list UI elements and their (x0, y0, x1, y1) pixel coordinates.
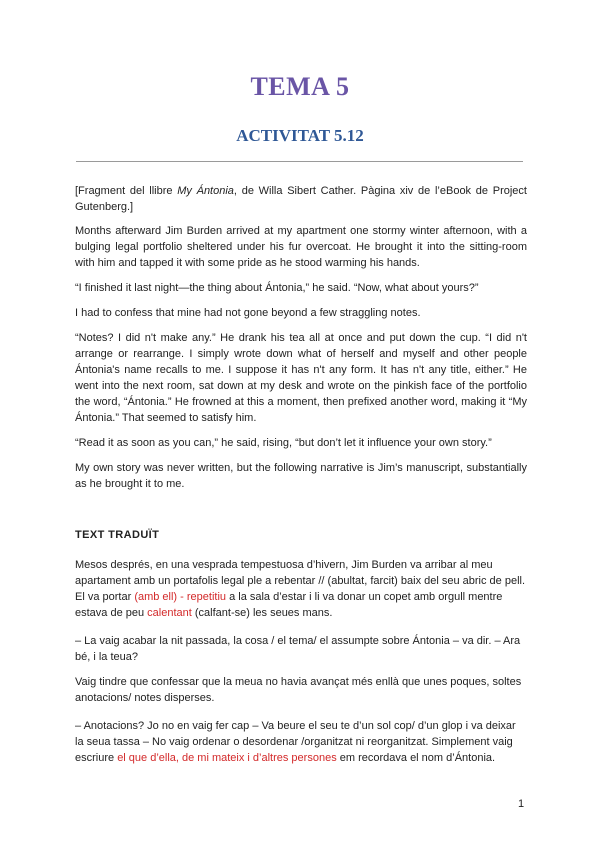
translation-paragraph (75, 718, 527, 766)
source-prefix: [Fragment del llibre (75, 185, 178, 197)
source-citation (75, 183, 527, 215)
translation-paragraph: Vaig tindre que confessar que la meua no havia avançat més enllà que unes poques, soltes anotacions/ notes disperses. (75, 676, 522, 704)
text-span: a la sala d’estar i li va donar un copet amb orgull mentre estava de peu (75, 591, 503, 619)
translation-paragraph: – La vaig acabar la nit passada, la cosa / el tema/ el assumpte sobre Ántonia – va dir. – Ara bé, i la teua? (75, 635, 521, 663)
highlighted-note: calentant (147, 607, 192, 619)
english-paragraph: Months afterward Jim Burden arrived at my apartment one stormy winter afternoon, with a bulging legal portfolio sheltered under his fur overcoat. He brought it into the sitting-room with him and tapped it with some pride as he stood warming his hands. (75, 225, 527, 269)
english-paragraph: “Read it as soon as you can,” he said, rising, “but don’t let it influence your own story.” (75, 437, 492, 449)
activity-subtitle: ACTIVITAT 5.12 (236, 126, 364, 145)
text-span: Mesos després, en una vesprada tempestuosa d’hivern, Jim Burden va arribar al meu apartament amb un portafolis legal ple a rebentar // (abultat, farcit) baix del seu abric de pell. El va portar (75, 559, 526, 603)
section-heading: TEXT TRADUÏT (75, 529, 160, 541)
text-span: em recordava el nom d’Ántonia. (336, 752, 496, 764)
page-title: TEMA 5 (250, 72, 350, 101)
horizontal-divider (76, 161, 523, 162)
english-paragraph: “Notes? I did n't make any.” He drank his tea all at once and put down the cup. “I did n't arrange or rearrange. I simply wrote down what of herself and myself and other people Ántonia's name recalls to me. I suppose it has n't any form. It has n't any title, either.” He went into the next room, sat down at my desk and wrote on the pinkish face of the portfolio the word, “Ántonia.” He frowned at this a moment, then prefixed another word, making it “My Ántonia.” That seemed to satisfy him. (75, 332, 527, 424)
highlighted-note: (amb ell) - repetitiu (134, 591, 227, 603)
translation-paragraph (75, 557, 527, 621)
book-title: My Ántonia (177, 185, 234, 197)
page-number: 1 (518, 798, 525, 810)
source-suffix: , de Willa Sibert Cather. Pàgina xiv de l’eBook de Project Gutenberg.] (75, 185, 527, 213)
english-paragraph: My own story was never written, but the following narrative is Jim’s manuscript, substantially as he brought it to me. (75, 462, 527, 490)
english-paragraph: I had to confess that mine had not gone beyond a few straggling notes. (75, 307, 421, 319)
text-span: – Anotacions? Jo no en vaig fer cap – Va beure el seu te d’un sol cop/ d’un glop i va deixar la seua tassa – No vaig ordenar o desordenar /organitzat ni reorganitzat. Simplement vaig escriure (75, 720, 516, 764)
english-paragraph: “I finished it last night—the thing about Ántonia,” he said. “Now, what about yours?” (75, 282, 479, 294)
highlighted-note: el que d’ella, de mi mateix i d’altres persones (117, 752, 337, 764)
text-span: (calfant-se) les seues mans. (191, 607, 333, 619)
